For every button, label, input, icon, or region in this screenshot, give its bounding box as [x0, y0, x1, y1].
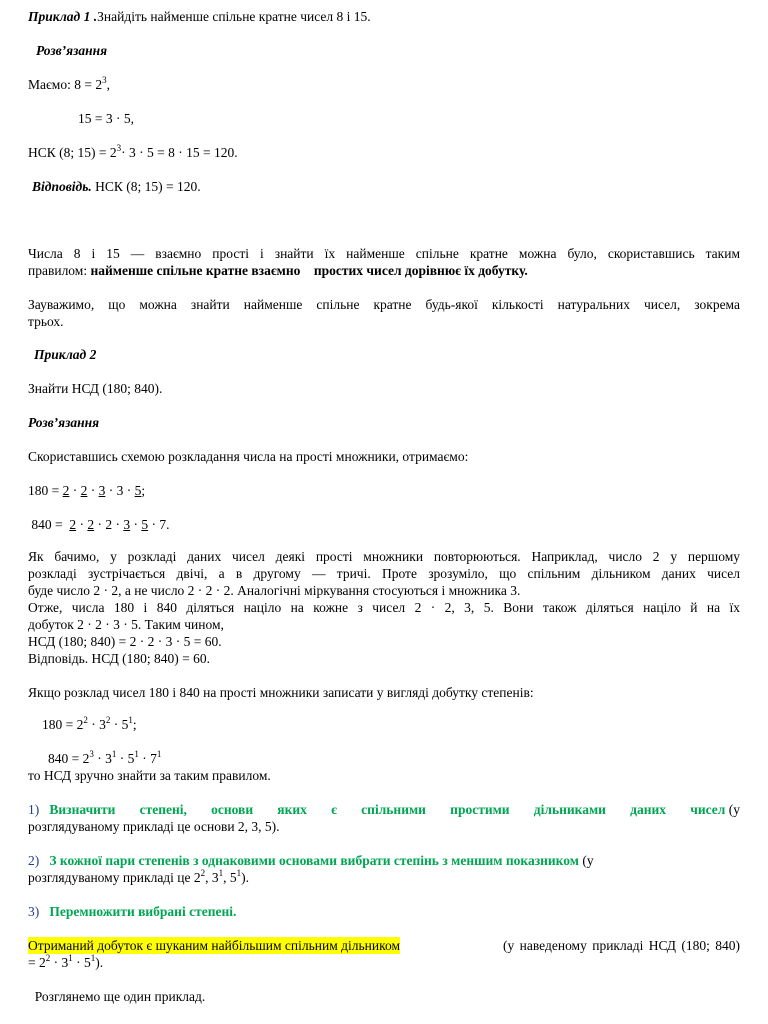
- rule1-text: Визначити степені, основи яких є спільними простими дільниками даних чисел: [49, 802, 726, 817]
- factor: 2: [87, 517, 95, 532]
- have-text: Маємо: 8 = 2: [28, 77, 103, 92]
- para-line2: розкладі зустрічається двічі, а в другому — тричі. Проте зрозуміло, що спільним дільником даних чисел: [28, 566, 740, 581]
- powers-180: $180 = 2^2 \cdot 3^2 \cdot 5^1$;: [42, 714, 137, 732]
- powers-840: $840 = 2^3 \cdot 3^1 \cdot 5^1 \cdot 7^1$: [48, 748, 162, 766]
- factor: 3: [98, 483, 106, 498]
- example1-have-line: Маємо: $8 = 2^3$,: [28, 74, 110, 92]
- factor: 5: [141, 517, 149, 532]
- nsk-text-a: НСК (8; 15) = 2: [28, 145, 117, 160]
- rule1-line2: розглядуваному прикладі це основи 2, 3, 5).: [28, 819, 280, 834]
- rule3-text: Перемножити вибрані степені.: [49, 904, 237, 919]
- factor: 5: [134, 483, 142, 498]
- remark-line2: трьох.: [28, 314, 64, 329]
- example1-solution-heading: Розв’язання: [36, 43, 108, 58]
- factor: 2: [80, 483, 88, 498]
- para-line6: НСД (180; 840) = 2 · 2 · 3 · 5 = 60.: [28, 634, 222, 649]
- rule2-text: З кожної пари степенів з однаковими основами вибрати степінь з меншим показником: [49, 853, 579, 868]
- example2-intro: Скориставшись схемою розкладання числа на прості множники, отримаємо:: [28, 449, 469, 464]
- rule2-tail: (у: [578, 853, 594, 868]
- nsk-text-b: · 3 · 5 = 8 · 15 = 120.: [121, 145, 238, 160]
- factor: 3: [116, 483, 124, 498]
- result-tail: (у наведеному прикладі НСД (180; 840): [497, 938, 740, 953]
- factor: 7: [159, 517, 167, 532]
- example1-title: Приклад 1 .: [28, 9, 98, 24]
- coprime-line2: [28, 262, 740, 279]
- result-line2: = $2^2 \cdot 3^1 \cdot 5^1$).: [28, 952, 104, 970]
- example1-15-line: 15 = 3 · 5,: [78, 111, 134, 126]
- rule1-line1: [28, 801, 740, 818]
- answer-text: НСК (8; 15) = 120.: [91, 179, 201, 194]
- result-line2-text: = 2: [28, 955, 46, 970]
- rule3-number: 3): [28, 904, 40, 919]
- rule3-line: [28, 903, 740, 920]
- factorization-840: 840 = 2 · 2 · 2 · 3 · 5 · 7.: [28, 517, 170, 532]
- powers-rule-intro: то НСД зручно знайти за таким правилом.: [28, 768, 271, 783]
- rule2-line1: [28, 852, 740, 869]
- result-highlight: Отриманий добуток є шуканим найбільшим спільним дільником: [28, 938, 401, 953]
- para-line4: Отже, числа 180 і 840 діляться націло на кожне з чисел 2 · 2, 3, 5. Вони також діляться націло й на їх: [28, 600, 740, 615]
- closing-line: Розглянемо ще один приклад.: [28, 989, 206, 1004]
- powers-840-text: 840 = 2: [48, 751, 90, 766]
- para-line7: Відповідь. НСД (180; 840) = 60.: [28, 651, 211, 666]
- example1-heading: [28, 8, 740, 25]
- para-line3: буде число 2 · 2, а не число 2 · 2 · 2. Аналогічні міркування стосуються і множника 3.: [28, 583, 521, 598]
- coprime-rule: найменше спільне кратне взаємно простих чисел дорівнює їх добутку.: [90, 263, 528, 278]
- rule2-number: 2): [28, 853, 40, 868]
- para-line1: Як бачимо, у розкладі даних чисел деякі прості множники повторюються. Наприклад, число 2 у першому: [28, 549, 740, 564]
- example2-task: Знайти НСД (180; 840).: [28, 381, 163, 396]
- factor: 2: [62, 483, 70, 498]
- example2-title: Приклад 2: [34, 347, 97, 362]
- eq-840: 840 =: [28, 517, 66, 532]
- factor: 2: [69, 517, 77, 532]
- rule1: [28, 801, 49, 818]
- example1-nsk-line: [28, 144, 740, 161]
- example1-answer: [32, 178, 740, 195]
- example2-solution-heading: Розв’язання: [28, 415, 100, 430]
- coprime-text: правилом:: [28, 263, 91, 278]
- coprime-line1: Числа 8 і 15 — взаємно прості і знайти їх найменше спільне кратне можна було, скориставшись таким: [28, 246, 740, 261]
- powers-intro: Якщо розклад чисел 180 і 840 на прості множники записати у вигляді добутку степенів:: [28, 685, 534, 700]
- para-line5: добуток 2 · 2 · 3 · 5. Таким чином,: [28, 617, 224, 632]
- factorization-180: 180 = 2 · 2 · 3 · 3 · 5;: [28, 483, 146, 498]
- rule2-line2-text: розглядуваному прикладі це 2: [28, 870, 201, 885]
- exponent: 3: [116, 142, 122, 153]
- result-line1: [28, 937, 740, 954]
- example1-task: Знайдіть найменше спільне кратне чисел 8 і 15.: [97, 9, 371, 24]
- answer-label: Відповідь.: [32, 179, 92, 194]
- factor: 2: [105, 517, 113, 532]
- factor: 3: [123, 517, 131, 532]
- rule1-tail: (у: [725, 802, 740, 817]
- rule1-number: 1): [28, 802, 40, 817]
- remark-line1: Зауважимо, що можна знайти найменше спільне кратне будь-якої кількості натуральних чисел, зокрема: [28, 297, 740, 312]
- powers-180-text: 180 = 2: [42, 717, 84, 732]
- rule2-line2: розглядуваному прикладі це $2^2$, $3^1$, $5^1$).: [28, 867, 250, 885]
- exponent: 3: [102, 74, 107, 85]
- eq-180: 180 =: [28, 483, 63, 498]
